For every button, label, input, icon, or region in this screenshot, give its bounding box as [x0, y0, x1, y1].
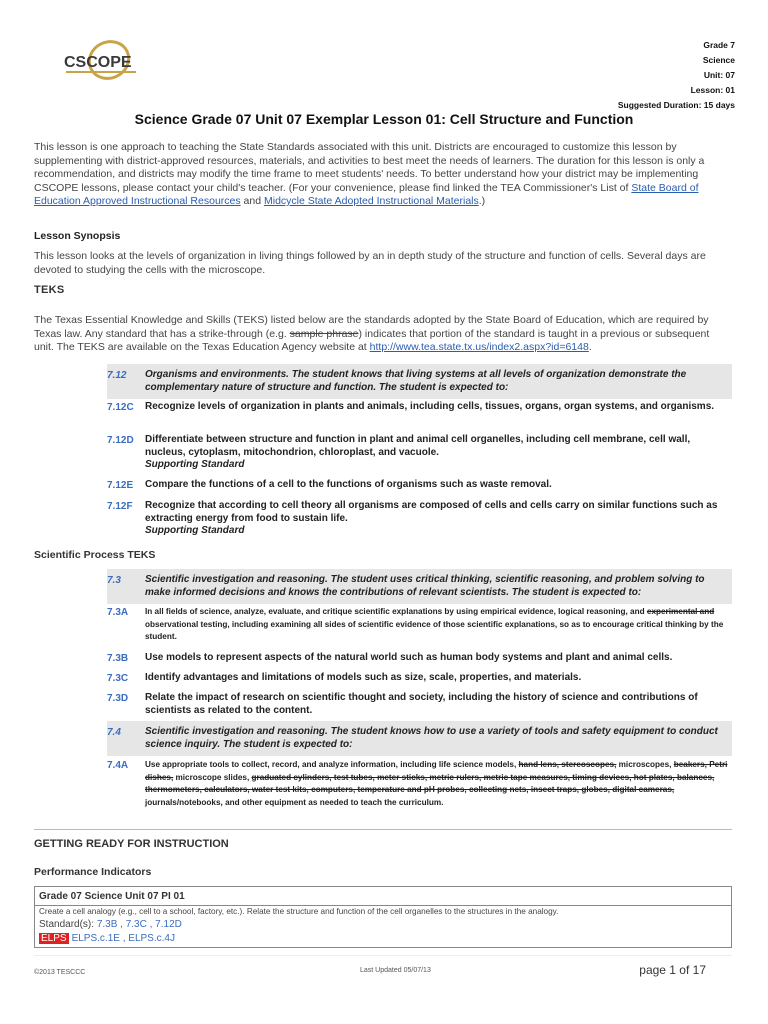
- duration-label: Suggested Duration: 15 days: [617, 100, 735, 110]
- teks-row: [107, 569, 732, 604]
- pi-description: Create a cell analogy (e.g., cell to a school, factory, etc.). Relate the structure and function of the cell organelles to the structures in the analogy.: [39, 907, 559, 916]
- teks-code: 7.4: [107, 727, 121, 738]
- teks-intro-text-2: ) indicates that portion of the standard is taught in a previous or subsequent unit. The TEKS are available on the Texas Education Agency website at: [34, 327, 710, 353]
- standards-label: Standard(s):: [39, 919, 97, 930]
- teks-text: Differentiate between structure and function in plant and animal cell organelles, including cell membrane, cell wall, nucleus, cytoplasm, mitochondrion, chloroplast, and vacuole.: [145, 434, 691, 458]
- teks-text: Scientific investigation and reasoning. The student uses critical thinking, scientific reasoning, and problem solving to make informed decisions and knows the contributions of relevant scientists. The student is expected to:: [145, 574, 705, 598]
- teks-text: Compare the functions of a cell to the functions of organisms such as waste removal.: [145, 479, 552, 490]
- teks-intro: [34, 314, 732, 355]
- synopsis-text: This lesson looks at the levels of organization in living things followed by an in depth study of the structure and function of cells. Several days are devoted to studying the cells with the microscope.: [34, 250, 706, 276]
- performance-indicators-heading: Performance Indicators: [34, 866, 152, 878]
- cscope-logo: [62, 38, 144, 86]
- teks-code: 7.12: [107, 370, 127, 381]
- struck-text: beakers, Petri dishes,: [145, 760, 728, 782]
- teks-text-part: microscope slides,: [173, 772, 252, 782]
- teks-row: [107, 652, 732, 665]
- teks-intro-end: .: [588, 341, 592, 353]
- teks-row: [107, 479, 732, 492]
- last-updated: Last Updated 05/07/13: [360, 967, 431, 974]
- teks-text: Recognize levels of organization in plants and animals, including cells, tissues, organs, organ systems, and organisms.: [145, 401, 715, 412]
- teks-text-part: observational testing, including examining all sides of scientific evidence of those scientific explanations, so as to encourage critical thinking by the student.: [145, 619, 724, 641]
- intro-and: and: [240, 195, 264, 207]
- elps-badge: ELPS: [41, 933, 67, 944]
- grade-label: Grade 7: [703, 40, 735, 50]
- intro-paragraph: [34, 141, 732, 209]
- teks-row: [107, 721, 732, 756]
- teks-text: Relate the impact of research on scientific thought and society, including the history of science and contributions of scientists as related to the content.: [145, 692, 698, 716]
- midcycle-materials-link[interactable]: Midcycle State Adopted Instructional Materials: [263, 195, 479, 207]
- synopsis-heading: Lesson Synopsis: [34, 230, 121, 242]
- page-title: Science Grade 07 Unit 07 Exemplar Lesson 01: Cell Structure and Function: [134, 111, 634, 127]
- teks-text: Scientific investigation and reasoning. The student knows how to use a variety of tools and safety equipment to conduct science inquiry. The student is expected to:: [145, 726, 718, 750]
- pi-elps: [39, 932, 175, 945]
- lesson-meta: [618, 38, 735, 113]
- teks-code: 7.3A: [107, 607, 129, 618]
- teks-intro-text: The Texas Essential Knowledge and Skills (TEKS) listed below are the standards adopted by the State Board of Education, which are required by Texas law. Any standard that has a strike-through (e.g.: [34, 314, 709, 340]
- subject-label: Science: [702, 55, 735, 65]
- teks-row: [107, 672, 732, 685]
- teks-code: 7.12C: [107, 402, 134, 413]
- teks-code: 7.4A: [107, 760, 129, 771]
- teks-code: 7.12E: [107, 480, 134, 491]
- struck-text: hand lens, stereoscopes,: [518, 760, 617, 769]
- pi-title: Grade 07 Science Unit 07 PI 01: [35, 887, 731, 906]
- teks-row: [107, 606, 732, 644]
- performance-indicator-box: [34, 886, 732, 948]
- teks-text: Organisms and environments. The student knows that living systems at all levels of organization demonstrate the complementary nature of structure and function. The student is expected to:: [145, 369, 687, 393]
- getting-ready-heading: GETTING READY FOR INSTRUCTION: [34, 838, 229, 850]
- teks-row: [107, 401, 732, 414]
- sboe-resources-link[interactable]: State Board of Education Approved Instructional Resources: [34, 181, 699, 207]
- supporting-standard-label: Supporting Standard: [145, 525, 245, 536]
- unit-label: Unit: 07: [703, 70, 735, 80]
- teks-code: 7.3B: [107, 653, 129, 664]
- intro-text: This lesson is one approach to teaching the State Standards associated with this unit. Districts are encouraged to customize this lesson by supplementing with district-approved resources, materials, and activities to best meet the needs of learners. The duration for this lesson is only a recommendation, and districts may modify the time frame to meet students' needs. To better understand how your district may be implementing CSCOPE lessons, please contact your child's teacher. (For your convenience, please find linked the TEA Commissioner's List of: [34, 141, 705, 194]
- footer-rule: [34, 955, 732, 956]
- scientific-process-heading: Scientific Process TEKS: [34, 549, 156, 561]
- standards-links[interactable]: 7.3B , 7.3C , 7.12D: [96, 919, 182, 930]
- teks-code: 7.3C: [107, 673, 129, 684]
- teks-text: Recognize that according to cell theory all organisms are composed of cells and cells carry on similar functions such as extracting energy from food to sustain life.: [145, 500, 718, 524]
- pi-standards: [39, 918, 182, 931]
- teks-row: [107, 434, 732, 472]
- teks-row: [107, 364, 732, 399]
- supporting-standard-label: Supporting Standard: [145, 459, 245, 470]
- teks-code: 7.3: [107, 575, 121, 586]
- lesson-label: Lesson: 01: [690, 85, 735, 95]
- teks-row: [107, 759, 732, 809]
- sample-phrase: sample phrase: [289, 327, 359, 340]
- teks-code: 7.12D: [107, 435, 134, 446]
- teks-text: Identify advantages and limitations of models such as size, scale, properties, and materials.: [145, 672, 582, 683]
- teks-heading: TEKS: [34, 284, 65, 296]
- page-number: page 1 of 17: [639, 963, 706, 977]
- teks-row: [107, 500, 732, 538]
- svg-text:CSCOPE: CSCOPE: [64, 54, 132, 71]
- teks-text-part: Use appropriate tools to collect, record, and analyze information, including life science models,: [145, 760, 519, 769]
- intro-end: .): [478, 195, 486, 207]
- section-divider: [34, 829, 732, 830]
- teks-text: [145, 759, 732, 809]
- teks-text-part: journals/notebooks, and other equipment as needed to teach the curriculum.: [145, 797, 444, 807]
- teks-text-part: microscopes,: [616, 760, 674, 769]
- teks-text-part: In all fields of science, analyze, evaluate, and critique scientific explanations by using empirical evidence, logical reasoning, and: [145, 607, 647, 616]
- copyright: ©2013 TESCCC: [34, 969, 86, 976]
- teks-code: 7.3D: [107, 693, 129, 704]
- teks-text: [145, 606, 732, 644]
- teks-row: [107, 692, 732, 717]
- tea-website-link[interactable]: http://www.tea.state.tx.us/index2.aspx?id=6148: [369, 341, 589, 353]
- struck-text: graduated cylinders, test tubes, meter sticks, metric rulers, metric tape measures, timing devices, hot plates, balances, thermometers, calculators, water test kits, computers, temperature and pH probes, collecting nets, insect traps, globes, digital cameras,: [145, 772, 715, 794]
- teks-code: 7.12F: [107, 501, 133, 512]
- struck-text: experimental and: [646, 607, 715, 616]
- elps-links[interactable]: ELPS.c.1E , ELPS.c.4J: [71, 933, 175, 944]
- teks-text: Use models to represent aspects of the natural world such as human body systems and plant and animal cells.: [145, 652, 673, 663]
